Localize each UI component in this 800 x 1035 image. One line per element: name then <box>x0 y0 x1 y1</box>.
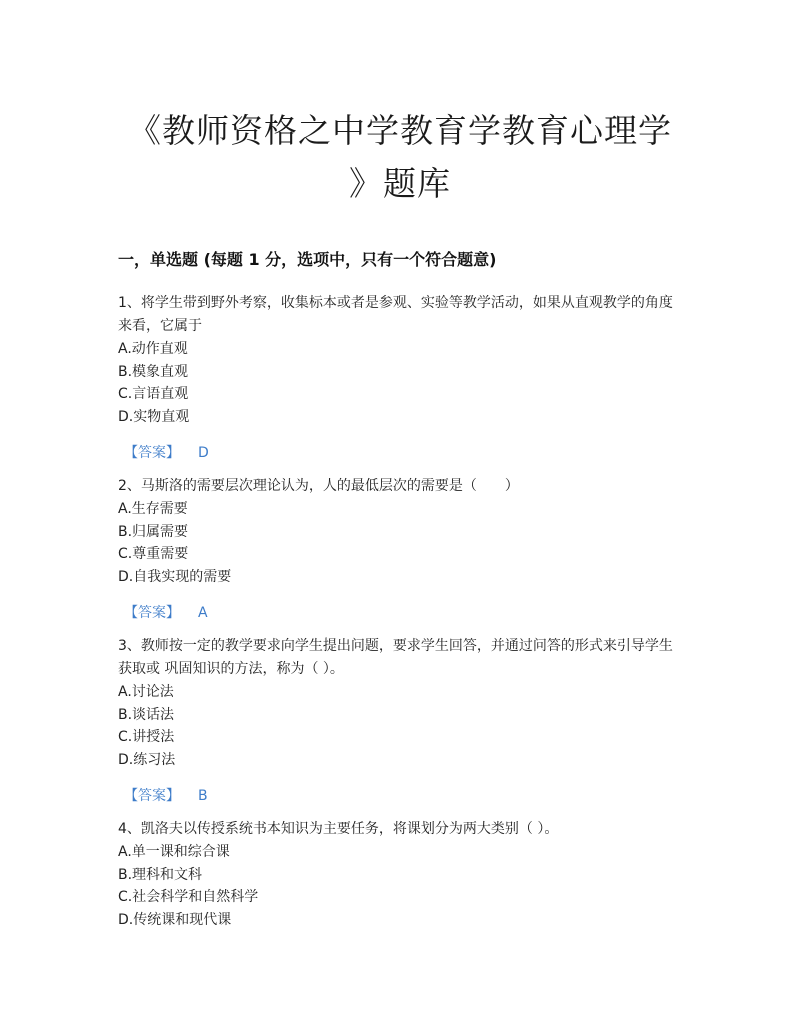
option-d: D.实物直观 <box>118 408 190 425</box>
option-b: B.归属需要 <box>118 523 189 540</box>
document-title-line-1: 《教师资格之中学教育学教育心理学 <box>128 111 672 150</box>
option-c: C.言语直观 <box>118 386 189 402</box>
question-text: 1、将学生带到野外考察，收集标本或者是参观、实验等教学活动，如果从直观教学的角度来看，它属于 <box>118 295 673 334</box>
option-b: B.谈话法 <box>118 706 175 723</box>
question-text: 2、马斯洛的需要层次理论认为，人的最低层次的需要是（ ） <box>118 478 519 494</box>
option-b: B.模象直观 <box>118 363 189 380</box>
question-list <box>118 292 678 942</box>
option-d: D.练习法 <box>118 751 176 768</box>
option-a: A.单一课和综合课 <box>118 844 230 860</box>
option-d: D.传统课和现代课 <box>118 911 232 928</box>
option-c: C.讲授法 <box>118 729 175 745</box>
option-d: D.自我实现的需要 <box>118 568 232 585</box>
option-a: A.动作直观 <box>118 341 188 357</box>
answer-label: 【答案】 <box>124 605 180 621</box>
document-title <box>110 104 690 210</box>
option-c: C.社会科学和自然科学 <box>118 889 259 905</box>
option-a: A.讨论法 <box>118 684 174 700</box>
answer-value: A <box>198 605 208 621</box>
question-text: 4、凯洛夫以传授系统书本知识为主要任务，将课划分为两大类别（ ）。 <box>118 821 559 837</box>
answer <box>118 602 678 624</box>
option-b: B.理科和文科 <box>118 866 203 883</box>
question-text: 3、教师按一定的教学要求向学生提出问题，要求学生回答，并通过问答的形式来引导学生获取或 巩固知识的方法，称为（ ）。 <box>118 638 673 677</box>
question-1 <box>118 292 678 464</box>
question-2 <box>118 475 678 624</box>
document-title-line-2: 》题库 <box>349 164 451 203</box>
option-c: C.尊重需要 <box>118 546 189 562</box>
answer-value: D <box>198 445 209 461</box>
question-3 <box>118 635 678 807</box>
option-a: A.生存需要 <box>118 501 188 517</box>
answer <box>118 785 678 807</box>
answer-label: 【答案】 <box>124 788 180 804</box>
question-4 <box>118 818 678 931</box>
answer-label: 【答案】 <box>124 445 180 461</box>
answer-value: B <box>198 788 208 804</box>
answer <box>118 442 678 464</box>
section-title: 一，单选题 (每题 1 分，选项中，只有一个符合题意) <box>118 250 497 269</box>
